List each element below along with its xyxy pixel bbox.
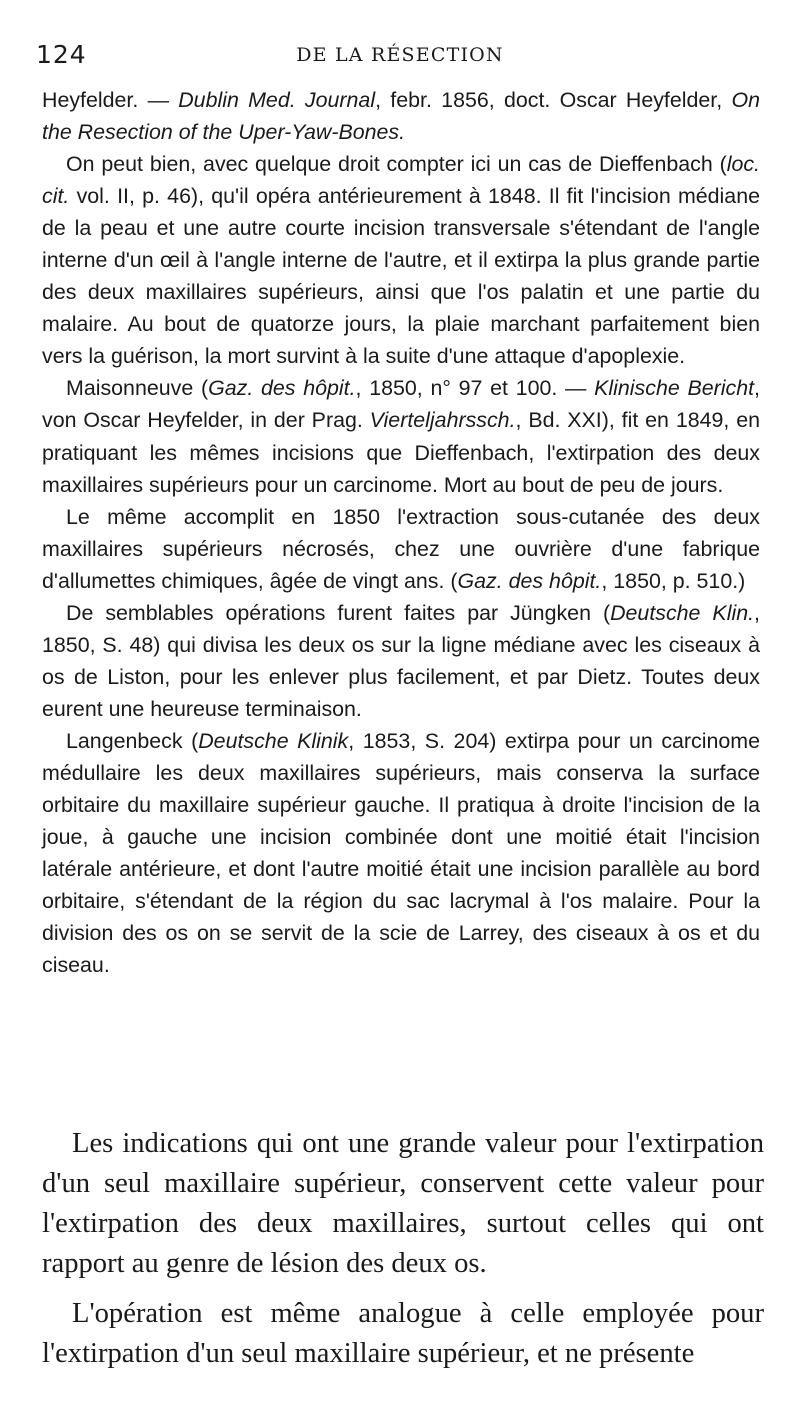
italic-reference: loc. cit. (42, 152, 760, 209)
text-run: Heyfelder. — (42, 88, 179, 112)
footnote-block (42, 84, 760, 981)
italic-reference: Dublin Med. Journal (178, 88, 376, 112)
italic-reference: Vierteljahrssch. (369, 408, 516, 433)
text-run: , von Oscar Heyfelder, in der Prag. (42, 376, 760, 433)
small-paragraph (42, 725, 760, 981)
body-text-block (42, 1124, 764, 1374)
italic-reference: On the Resection of the Uper-Yaw-Bones. (42, 88, 760, 145)
italic-reference: Deutsche Klinik (198, 728, 349, 753)
italic-reference: Gaz. des hôpit. (457, 568, 602, 593)
small-paragraph (42, 597, 760, 725)
italic-reference: Deutsche Klin. (610, 600, 755, 625)
text-run: , Bd. XXI), fit en 1849, en pratiquant les mêmes incisions que Dieffenbach, l'extirpation des deux maxillaires supérieurs pour un carcinome. Mort au bout de peu de jours. (42, 408, 760, 497)
text-run: , 1850, S. 48) qui divisa les deux os sur la ligne médiane avec les ciseaux à os de Liston, pour les enlever plus facilement, et par Dietz. Toutes deux eurent une heureuse terminaison. (42, 600, 760, 721)
small-paragraph (42, 84, 760, 148)
small-paragraph (42, 372, 760, 500)
text-run: De semblables opérations furent faites par Jüngken ( (66, 600, 611, 625)
page-header (36, 40, 764, 76)
body-paragraph: L'opération est même analogue à celle employée pour l'extirpation d'un seul maxillaire supérieur, et ne présente (42, 1298, 764, 1369)
small-paragraph (42, 501, 760, 597)
small-paragraph (42, 148, 760, 372)
text-run: , febr. 1856, doct. Oscar Heyfelder, (375, 88, 732, 112)
text-run: , 1850, n° 97 et 100. — (355, 376, 595, 401)
text-run: Maisonneuve ( (66, 376, 209, 401)
running-head: DE LA RÉSECTION (296, 44, 504, 66)
text-run: , 1853, S. 204) extirpa pour un carcinome médullaire les deux maxillaires supérieurs, mais conserva la surface orbitaire du maxillaire supérieur gauche. Il pratiqua à droite l'incision de la joue, à gauche une incision combinée dont une moitié était l'incision latérale antérieure, et dont l'autre moitié était une incision parallèle au bord orbitaire, s'étendant de la région du sac lacrymal à l'os malaire. Pour la division des os on se servit de la scie de Larrey, des ciseaux à os et du ciseau. (42, 728, 760, 978)
body-paragraph: Les indications qui ont une grande valeur pour l'extirpation d'un seul maxillaire supérieur, conservent cette valeur pour l'extirpation des deux maxillaires, surtout celles qui ont rapport au genre de lésion des deux os. (42, 1128, 764, 1279)
italic-reference: Klinische Bericht (594, 376, 755, 401)
italic-reference: Gaz. des hôpit. (208, 376, 356, 401)
text-run: On peut bien, avec quelque droit compter ici un cas de Dieffenbach ( (66, 152, 727, 177)
page-number: 124 (36, 40, 87, 69)
text-run: , 1850, p. 510.) (601, 568, 746, 593)
text-run: Langenbeck ( (66, 728, 199, 753)
text-run: Le même accomplit en 1850 l'extraction sous-cutanée des deux maxillaires supérieurs nécrosés, chez une ouvrière d'une fabrique d'allumettes chimiques, âgée de vingt ans. ( (42, 504, 760, 593)
text-run: vol. II, p. 46), qu'il opéra antérieurement à 1848. Il fit l'incision médiane de la peau et une autre courte incision transversale s'étendant de l'angle interne d'un œil à l'angle interne de l'autre, et il extirpa la plus grande partie des deux maxillaires supérieurs, ainsi que l'os palatin et une partie du malaire. Au bout de quatorze jours, la plaie marchant parfaitement bien vers la guérison, la mort survint à la suite d'une attaque d'apoplexie. (42, 184, 760, 369)
